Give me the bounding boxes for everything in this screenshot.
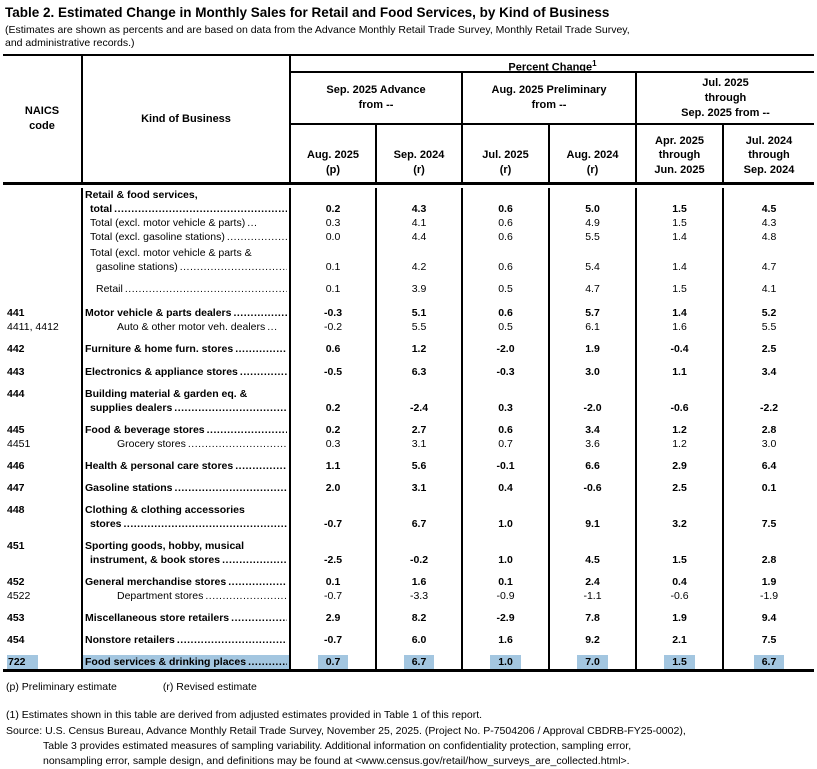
header-percent-change: Percent Change$^1$ [289, 56, 814, 73]
table-row [3, 603, 814, 625]
naics-code-cell: 443 [7, 366, 25, 378]
dot-leader [231, 611, 287, 625]
value-cell: 8.2 [375, 603, 461, 625]
value-cell: 0.1 [289, 274, 375, 296]
value-cell: 9.1 [548, 495, 635, 531]
value-cell: 1.6 [375, 567, 461, 589]
header-groups [289, 73, 814, 125]
value-cell: 3.2 [635, 495, 722, 531]
header-percent-change-block [289, 56, 814, 182]
naics-code-cell [3, 230, 81, 244]
value-cell: -0.6 [635, 379, 722, 415]
header-subcolumns [289, 125, 814, 182]
value-cell: 7.5 [722, 625, 814, 647]
revised-estimate-note: (r) Revised estimate [162, 681, 257, 693]
value-cell: -2.9 [461, 603, 548, 625]
value-cell: 2.1 [635, 625, 722, 647]
kind-of-business-cell: Food & beverage stores ..... [81, 415, 289, 437]
table-row [3, 188, 814, 216]
subtitle-line-2: and administrative records.) [5, 37, 135, 49]
kind-of-business-cell: Grocery stores ..... [81, 437, 289, 451]
value-cell: -0.3 [289, 296, 375, 320]
dot-leader [227, 230, 287, 244]
value-cell: 1.4 [635, 230, 722, 244]
value-cell: 1.4 [635, 244, 722, 274]
header-col-apr-jun-2025: Apr. 2025 through Jun. 2025 [635, 125, 722, 182]
subtitle-line-1: (Estimates are shown as percents and are based on data from the Advance Monthly Retail Trade Survey, Monthly Retail Trade Survey, [5, 24, 630, 36]
naics-code-cell: 454 [7, 634, 25, 646]
value-cell: 7.0 [548, 647, 635, 669]
table-row [3, 647, 814, 669]
value-cell: 6.7 [722, 647, 814, 669]
dot-leader [124, 517, 287, 531]
table-row [3, 379, 814, 415]
kind-of-business-cell: Sporting goods, hobby, musical instrument, & book stores ..... [81, 531, 289, 567]
naics-code-cell [3, 274, 81, 296]
header-col-jul-2025-r: Jul. 2025 (r) [461, 125, 548, 182]
kind-of-business-cell: Building material & garden eq. & supplies dealers ..... [81, 379, 289, 415]
naics-code-cell [3, 216, 81, 230]
dot-leader [125, 282, 287, 296]
value-cell: 5.4 [548, 244, 635, 274]
value-cell: 5.7 [548, 296, 635, 320]
table-row [3, 216, 814, 230]
value-cell: 0.2 [289, 188, 375, 216]
value-cell: 0.6 [461, 244, 548, 274]
source-line-2: Table 3 provides estimated measures of sampling variability. Additional information on confidentiality protection, sampling error, [43, 740, 632, 752]
naics-code-cell: 442 [7, 343, 25, 355]
header-group-aug-2025-preliminary: Aug. 2025 Preliminary from -- [461, 73, 635, 125]
value-cell: 4.2 [375, 244, 461, 274]
value-cell: -0.6 [635, 589, 722, 603]
kind-of-business-cell: Food services & drinking places ..... [81, 647, 289, 669]
value-cell: 0.4 [461, 473, 548, 495]
kind-of-business-cell: Furniture & home furn. stores ..... [81, 334, 289, 356]
naics-code-cell: 448 [7, 504, 25, 516]
value-cell: 3.6 [548, 437, 635, 451]
value-cell: 6.4 [722, 451, 814, 473]
dot-leader [177, 633, 287, 647]
value-cell: 4.1 [722, 274, 814, 296]
value-cell: -0.2 [375, 531, 461, 567]
value-cell: 0.3 [289, 216, 375, 230]
table-row [3, 244, 814, 274]
value-cell: 0.1 [461, 567, 548, 589]
dot-leader [235, 459, 287, 473]
value-cell: 3.4 [722, 356, 814, 379]
value-cell: -0.5 [289, 356, 375, 379]
table-row [3, 334, 814, 356]
dot-leader [180, 260, 287, 274]
dot-leader [205, 589, 287, 603]
dot-leader [175, 481, 287, 495]
naics-code-cell: 444 [7, 388, 25, 400]
value-cell: 1.5 [635, 274, 722, 296]
value-cell: 6.7 [375, 495, 461, 531]
table-row [3, 531, 814, 567]
value-cell: -2.0 [548, 379, 635, 415]
table-row [3, 230, 814, 244]
kind-of-business-cell: Electronics & appliance stores ..... [81, 356, 289, 379]
footnote-ref-1: 1 [592, 59, 597, 68]
value-cell: 1.9 [548, 334, 635, 356]
value-cell: 2.5 [635, 473, 722, 495]
table-row [3, 495, 814, 531]
value-cell: 0.6 [289, 334, 375, 356]
value-cell: 1.0 [461, 531, 548, 567]
value-cell: 0.3 [289, 437, 375, 451]
table-row [3, 473, 814, 495]
value-cell: -0.2 [289, 320, 375, 334]
value-cell: 1.0 [461, 495, 548, 531]
kind-of-business-cell: Motor vehicle & parts dealers ..... [81, 296, 289, 320]
dot-leader [174, 401, 287, 415]
table-row [3, 415, 814, 437]
value-cell: 1.2 [635, 437, 722, 451]
value-cell: 4.4 [375, 230, 461, 244]
dot-leader [207, 423, 287, 437]
value-cell: 4.8 [722, 230, 814, 244]
value-cell: 0.6 [461, 296, 548, 320]
table-row [3, 625, 814, 647]
table-subtitle [3, 24, 814, 50]
naics-code-cell: 4522 [7, 590, 31, 602]
naics-code-cell: 452 [7, 576, 25, 588]
value-cell: 9.4 [722, 603, 814, 625]
value-cell: 6.6 [548, 451, 635, 473]
value-cell: 1.5 [635, 647, 722, 669]
table-row [3, 589, 814, 603]
value-cell: 3.1 [375, 473, 461, 495]
table-title: Table 2. Estimated Change in Monthly Sales for Retail and Food Services, by Kind of Business [5, 5, 610, 20]
value-cell: 1.5 [635, 188, 722, 216]
value-cell: 3.9 [375, 274, 461, 296]
kind-of-business-cell: Total (excl. motor vehicle & parts) ... [81, 216, 289, 230]
value-cell: 0.6 [461, 415, 548, 437]
value-cell: -0.7 [289, 589, 375, 603]
value-cell: 5.2 [722, 296, 814, 320]
value-cell: 1.6 [461, 625, 548, 647]
value-cell: 7.8 [548, 603, 635, 625]
value-cell: -2.4 [375, 379, 461, 415]
kind-of-business-cell: Retail & food services, total ..... [81, 188, 289, 216]
value-cell: 4.3 [722, 216, 814, 230]
header-col-aug-2024-r: Aug. 2024 (r) [548, 125, 635, 182]
dot-leader [233, 306, 287, 320]
value-cell: 0.7 [461, 437, 548, 451]
kind-of-business-cell: Total (excl. motor vehicle & parts & gasoline stations) ..... [81, 244, 289, 274]
naics-code-cell: 4451 [7, 438, 31, 450]
value-cell: 5.5 [375, 320, 461, 334]
dot-leader [247, 216, 257, 230]
table-row [3, 356, 814, 379]
value-cell: 1.5 [635, 216, 722, 230]
kind-of-business-cell: Nonstore retailers ..... [81, 625, 289, 647]
footnotes [3, 681, 814, 769]
value-cell: 2.9 [289, 603, 375, 625]
value-cell: -0.7 [289, 625, 375, 647]
header-kind-of-business: Kind of Business [81, 56, 289, 182]
value-cell: 1.0 [461, 647, 548, 669]
value-cell: 1.1 [289, 451, 375, 473]
value-cell: 0.3 [461, 379, 548, 415]
naics-code-cell: 441 [7, 307, 25, 319]
value-cell: 2.9 [635, 451, 722, 473]
dot-leader [188, 437, 287, 451]
value-cell: 2.4 [548, 567, 635, 589]
preliminary-estimate-note: (p) Preliminary estimate [6, 681, 117, 693]
value-cell: 0.6 [461, 188, 548, 216]
value-cell: -1.9 [722, 589, 814, 603]
value-cell: -0.4 [635, 334, 722, 356]
naics-code-cell: 722 [3, 647, 81, 669]
value-cell: 4.9 [548, 216, 635, 230]
value-cell: -3.3 [375, 589, 461, 603]
value-cell: 6.0 [375, 625, 461, 647]
dot-leader [222, 553, 287, 567]
header-col-aug-2025-p: Aug. 2025 (p) [289, 125, 375, 182]
value-cell: 2.0 [289, 473, 375, 495]
kind-of-business-cell: Auto & other motor veh. dealers ... [81, 320, 289, 334]
kind-of-business-cell: Department stores ..... [81, 589, 289, 603]
dot-leader [248, 655, 287, 669]
value-cell: -2.5 [289, 531, 375, 567]
value-cell: 4.5 [722, 188, 814, 216]
kind-of-business-cell: Health & personal care stores ..... [81, 451, 289, 473]
value-cell: -0.7 [289, 495, 375, 531]
value-cell: 5.5 [548, 230, 635, 244]
value-cell: 6.3 [375, 356, 461, 379]
dot-leader [114, 202, 287, 216]
value-cell: 0.6 [461, 216, 548, 230]
header-group-jul-sep-2025: Jul. 2025 through Sep. 2025 from -- [635, 73, 814, 125]
naics-code-cell: 4411, 4412 [7, 321, 59, 333]
value-cell: -2.2 [722, 379, 814, 415]
value-cell: 4.5 [548, 531, 635, 567]
value-cell: 3.4 [548, 415, 635, 437]
value-cell: 1.6 [635, 320, 722, 334]
naics-code-cell: 451 [7, 540, 25, 552]
value-cell: 0.2 [289, 379, 375, 415]
value-cell: 4.3 [375, 188, 461, 216]
value-cell: -0.9 [461, 589, 548, 603]
value-cell: 0.7 [289, 647, 375, 669]
kind-of-business-cell: General merchandise stores ..... [81, 567, 289, 589]
table-body [3, 185, 814, 672]
data-table [3, 54, 814, 672]
value-cell: 3.0 [722, 437, 814, 451]
dot-leader [228, 575, 287, 589]
value-cell: 3.0 [548, 356, 635, 379]
kind-of-business-cell: Gasoline stations ..... [81, 473, 289, 495]
value-cell: 0.5 [461, 274, 548, 296]
naics-code-cell: 447 [7, 482, 25, 494]
header-col-jul-sep-2024: Jul. 2024 through Sep. 2024 [722, 125, 814, 182]
source-line-1: Source: U.S. Census Bureau, Advance Monthly Retail Trade Survey, November 25, 2025. (Project No. P-7504206 / Approval CBDRB-FY25-0002), [6, 725, 686, 737]
dot-leader [235, 342, 287, 356]
dot-leader [240, 365, 287, 379]
value-cell: 0.4 [635, 567, 722, 589]
value-cell: 5.1 [375, 296, 461, 320]
value-cell: 1.9 [635, 603, 722, 625]
value-cell: 0.1 [289, 567, 375, 589]
header-naics-code: NAICS code [24, 105, 60, 132]
value-cell: -2.0 [461, 334, 548, 356]
value-cell: 6.1 [548, 320, 635, 334]
value-cell: 1.5 [635, 531, 722, 567]
value-cell: 1.4 [635, 296, 722, 320]
value-cell: 1.9 [722, 567, 814, 589]
value-cell: 0.6 [461, 230, 548, 244]
value-cell: 0.0 [289, 230, 375, 244]
value-cell: 1.2 [635, 415, 722, 437]
kind-of-business-cell: Clothing & clothing accessories stores ..... [81, 495, 289, 531]
value-cell: -1.1 [548, 589, 635, 603]
value-cell: 2.8 [722, 531, 814, 567]
value-cell: 0.5 [461, 320, 548, 334]
table-row [3, 567, 814, 589]
value-cell: 7.5 [722, 495, 814, 531]
table-row [3, 320, 814, 334]
value-cell: 5.5 [722, 320, 814, 334]
source-line-3: nonsampling error, sample design, and definitions may be found at <www.census.gov/retail/how_surveys_are_collected.html>. [43, 755, 630, 767]
value-cell: 2.7 [375, 415, 461, 437]
value-cell: 1.2 [375, 334, 461, 356]
table-header [3, 56, 814, 185]
kind-of-business-cell: Miscellaneous store retailers ..... [81, 603, 289, 625]
footnote-1: (1) Estimates shown in this table are derived from adjusted estimates provided in Table 1 of this report. [6, 709, 483, 721]
naics-code-cell [3, 188, 81, 216]
naics-code-cell [3, 244, 81, 274]
value-cell: 0.2 [289, 415, 375, 437]
value-cell: 2.8 [722, 415, 814, 437]
value-cell: 1.1 [635, 356, 722, 379]
value-cell: 9.2 [548, 625, 635, 647]
value-cell: 2.5 [722, 334, 814, 356]
kind-of-business-cell: Total (excl. gasoline stations) ..... [81, 230, 289, 244]
header-group-sep-2025-advance: Sep. 2025 Advance from -- [289, 73, 461, 125]
naics-code-cell: 445 [7, 424, 25, 436]
value-cell: 0.1 [722, 473, 814, 495]
value-cell: 5.0 [548, 188, 635, 216]
kind-of-business-cell: Retail ..... [81, 274, 289, 296]
estimate-legend [6, 681, 814, 693]
value-cell: 0.1 [289, 244, 375, 274]
value-cell: -0.1 [461, 451, 548, 473]
value-cell: 6.7 [375, 647, 461, 669]
value-cell: 3.1 [375, 437, 461, 451]
naics-code-cell: 446 [7, 460, 25, 472]
naics-code-cell: 453 [7, 612, 25, 624]
value-cell: 4.1 [375, 216, 461, 230]
value-cell: 4.7 [722, 244, 814, 274]
value-cell: 4.7 [548, 274, 635, 296]
value-cell: -0.6 [548, 473, 635, 495]
dot-leader [267, 320, 277, 334]
table-row [3, 437, 814, 451]
table-row [3, 451, 814, 473]
table-row [3, 274, 814, 296]
value-cell: -0.3 [461, 356, 548, 379]
header-col-sep-2024-r: Sep. 2024 (r) [375, 125, 461, 182]
table-row [3, 296, 814, 320]
value-cell: 5.6 [375, 451, 461, 473]
